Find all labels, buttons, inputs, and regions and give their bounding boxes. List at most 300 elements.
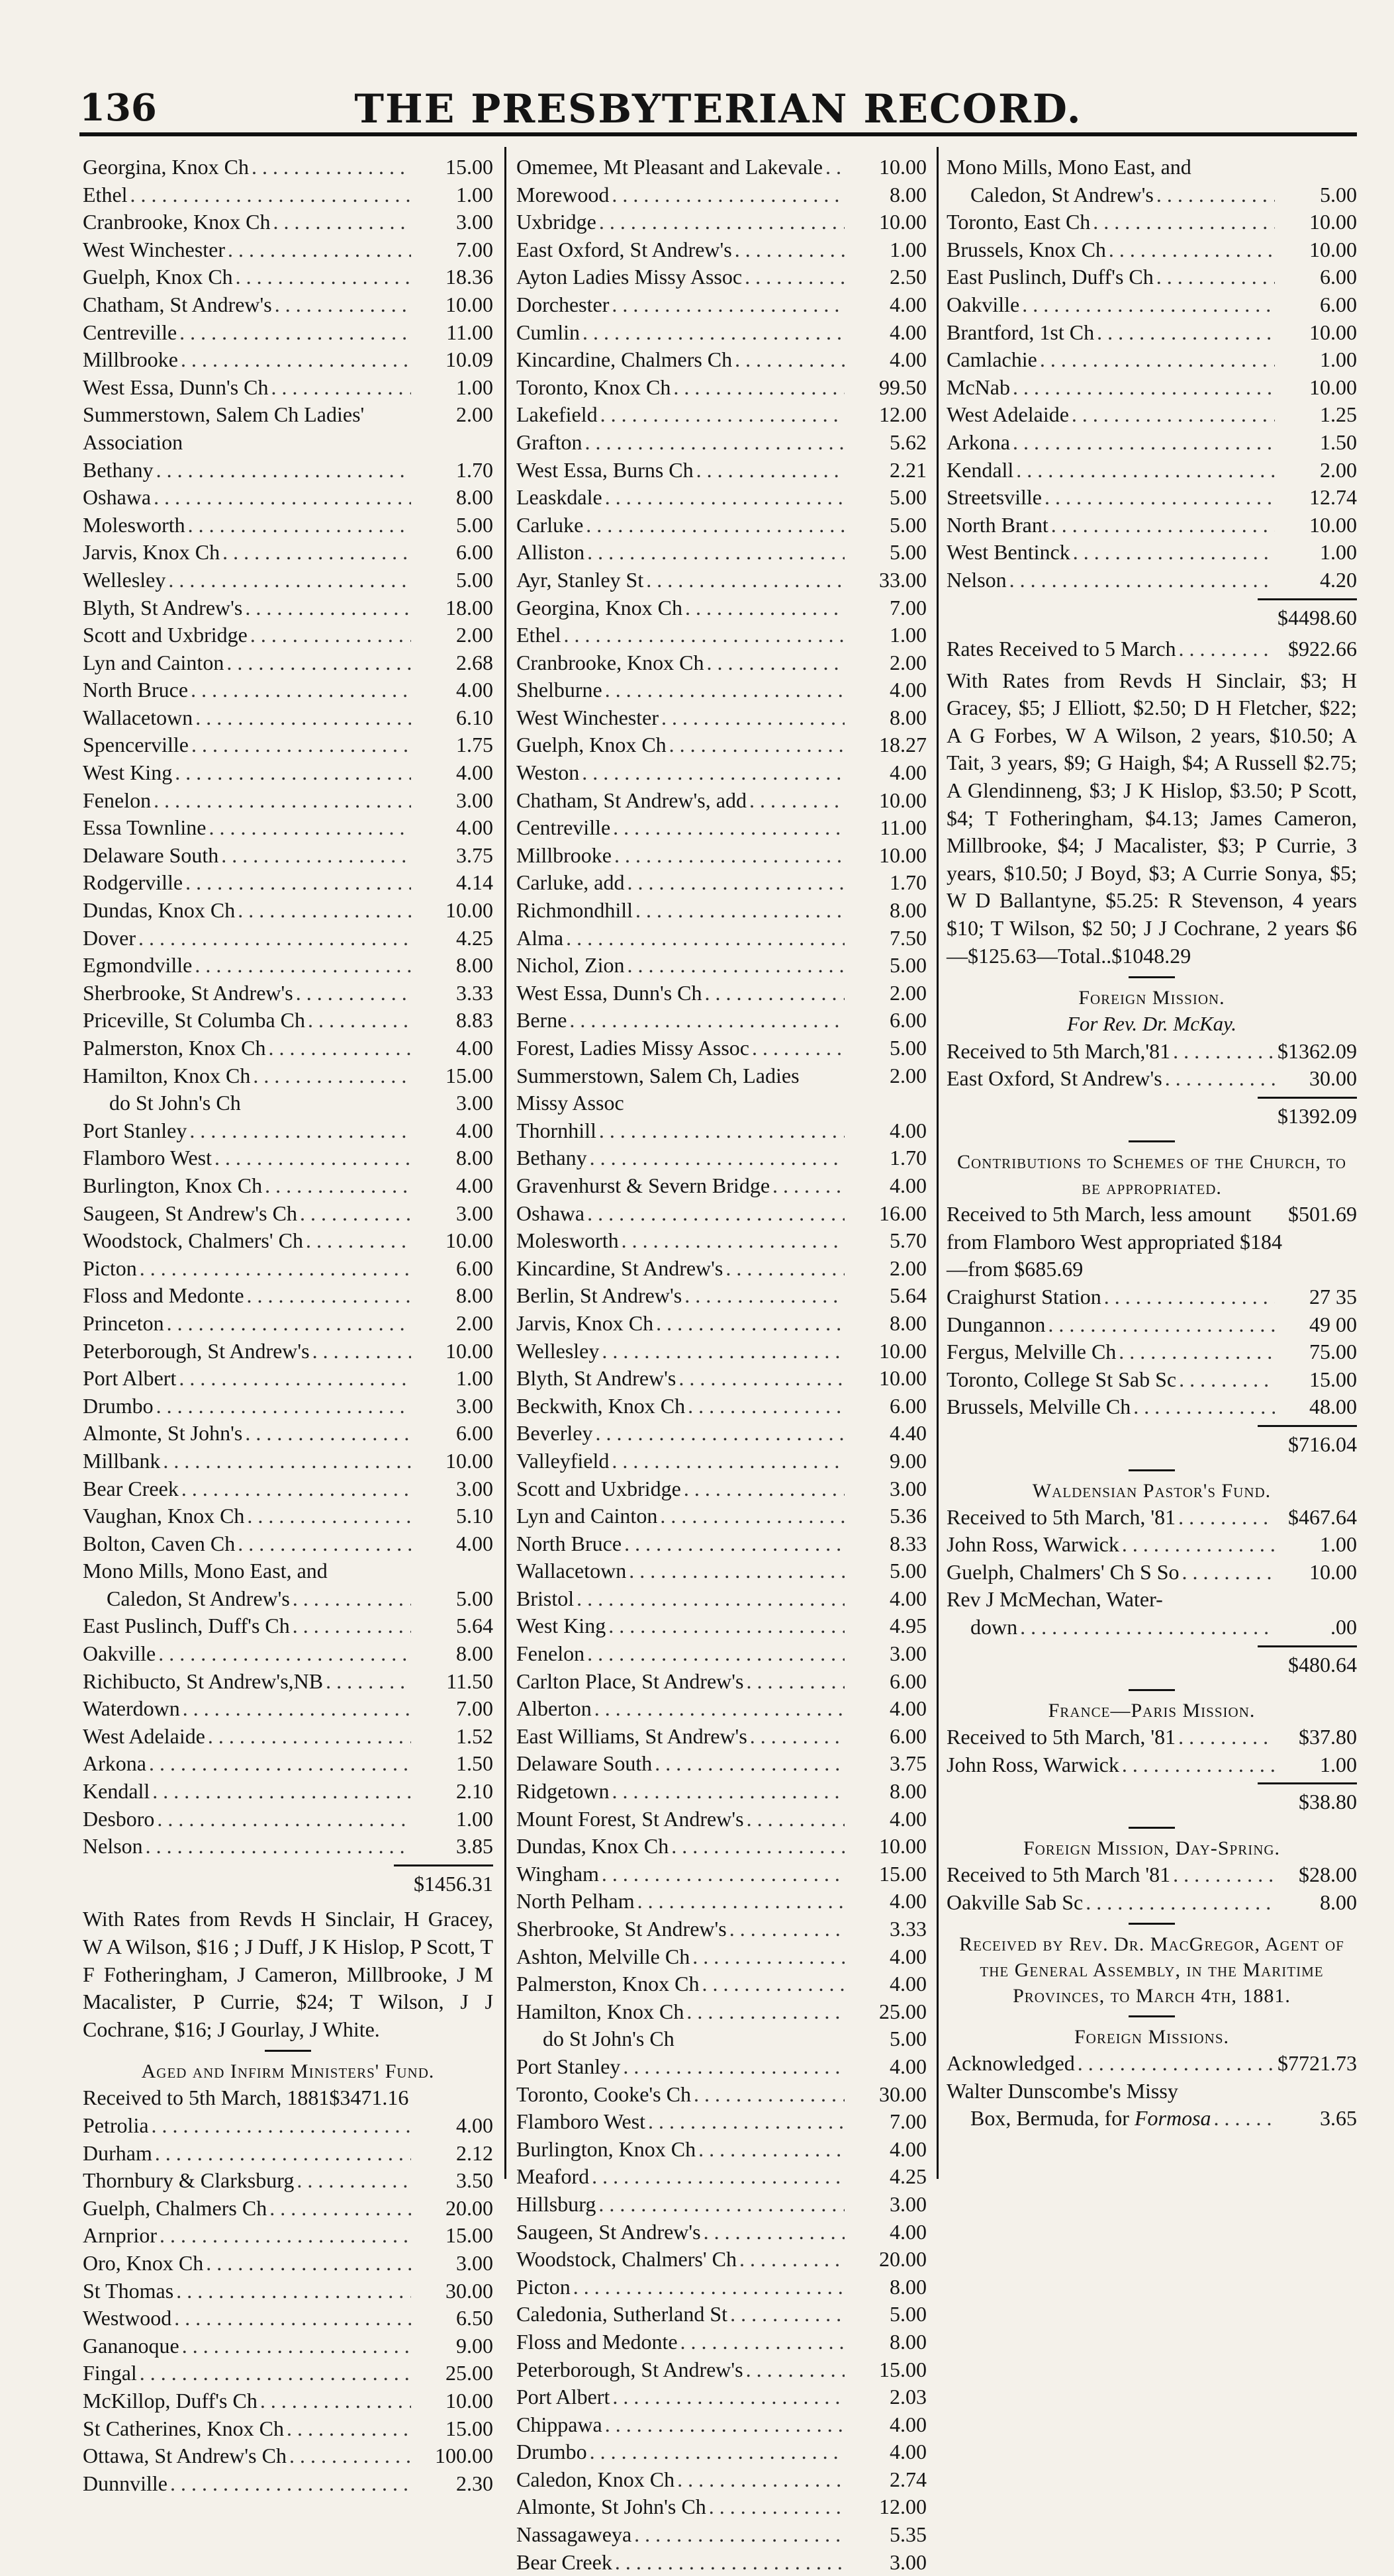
- entry-name: Bolton, Caven Ch: [83, 1531, 236, 1555]
- entry-name: North Bruce: [83, 678, 189, 702]
- entry-name: Toronto, College St Sab Sc: [947, 1367, 1177, 1391]
- entry-name: Bear Creek: [516, 2550, 612, 2574]
- entry-amount: 20.00: [879, 2247, 927, 2272]
- entry-name: Delaware South: [83, 843, 219, 867]
- entry-name: Mono Mills, Mono East, and: [83, 1559, 328, 1583]
- entry-amount: 2.30: [456, 2471, 493, 2495]
- entry-name: Oshawa: [516, 1201, 585, 1225]
- list-item: [83, 2250, 493, 2277]
- entry-amount: 3.33: [890, 1917, 927, 1941]
- list-item: [516, 2411, 927, 2439]
- entry-name: Acknowledged: [947, 2051, 1075, 2076]
- list-item: [83, 291, 493, 319]
- section-heading: Waldensian Pastor's Fund.: [1032, 1479, 1272, 1502]
- entry-amount: 1.00: [890, 237, 927, 261]
- list-item: [947, 567, 1357, 594]
- entry-name: Mono Mills, Mono East, and: [947, 155, 1191, 179]
- list-item: [83, 374, 493, 402]
- list-item: [947, 1338, 1357, 1366]
- entry-amount: 2.12: [456, 2140, 493, 2165]
- entry-name: Summerstown, Salem Ch Ladies' Association: [83, 402, 365, 454]
- entry-amount: 5.00: [890, 540, 927, 565]
- entry-name: Palmerston, Knox Ch: [83, 1036, 266, 1060]
- entry-amount: 5.00: [890, 953, 927, 978]
- entry-name: Thornbury & Clarksburg: [83, 2168, 295, 2193]
- entry-amount: 1.00: [456, 182, 493, 207]
- entry-amount: 4.00: [890, 347, 927, 372]
- list-item: [516, 676, 927, 704]
- entry-name: Dungannon: [947, 1312, 1046, 1336]
- list-item: [516, 1915, 927, 1943]
- entry-name: Caledon, Knox Ch: [516, 2467, 675, 2491]
- entry-name: Alma: [516, 925, 564, 950]
- entry-name: Kincardine, St Andrew's: [516, 1256, 723, 1280]
- entry-amount: 20.00: [445, 2195, 493, 2220]
- entry-amount: 18.27: [879, 733, 927, 757]
- list-item: [83, 1338, 493, 1365]
- entry-name: Valleyfield: [516, 1448, 610, 1473]
- entry-amount: 5.00: [1320, 182, 1357, 207]
- entry-name: Camlachie: [947, 347, 1037, 372]
- list-item: [947, 401, 1357, 429]
- entry-amount: 8.00: [456, 1641, 493, 1666]
- entry-name: Port Stanley: [516, 2054, 621, 2078]
- list-item: [83, 236, 493, 264]
- list-item: [516, 1723, 927, 1751]
- entry-name-continued: down: [970, 1615, 1018, 1639]
- entry-name: Lyn and Cainton: [83, 650, 224, 674]
- entry-amount: 15.00: [879, 1861, 927, 1886]
- entry-name: Cranbrooke, Knox Ch: [516, 650, 704, 674]
- entry-amount: 4.00: [890, 2054, 927, 2078]
- entry-amount: 8.33: [890, 1531, 927, 1555]
- list-item: [83, 1806, 493, 1833]
- list-item: [83, 1200, 493, 1228]
- entry-amount: 3.00: [456, 1201, 493, 1225]
- list-item: [516, 1970, 927, 1998]
- list-item: [516, 1117, 927, 1145]
- entry-name: Kincardine, Chalmers Ch: [516, 347, 733, 372]
- list-item: [83, 1475, 493, 1503]
- column-divider: [937, 147, 939, 2179]
- entry-amount: 4.95: [890, 1614, 927, 1638]
- entry-amount: 2.00: [456, 1311, 493, 1335]
- entry-amount: $1362.09: [1278, 1038, 1357, 1063]
- entry-amount: 1.00: [890, 623, 927, 647]
- entry-name: Toronto, Cooke's Ch: [516, 2082, 691, 2106]
- list-item: [516, 1833, 927, 1861]
- entry-name: Chatham, St Andrew's, add: [516, 788, 747, 812]
- list-item: [947, 539, 1357, 567]
- entry-amount: 4.00: [456, 815, 493, 840]
- section-separator: [265, 2050, 311, 2052]
- entry-amount: 4.00: [890, 1696, 927, 1721]
- entry-name: Delaware South: [516, 1751, 653, 1776]
- entry-name: Spencerville: [83, 733, 189, 757]
- list-item: [83, 1393, 493, 1420]
- entry-amount: 1.00: [456, 1366, 493, 1391]
- entry-name: Bethany: [83, 457, 154, 482]
- entry-amount: 5.00: [890, 2302, 927, 2326]
- list-item: [516, 1668, 927, 1696]
- contribution-list: [83, 154, 493, 1089]
- entry-name: Received to 5th March, 1881: [83, 2086, 330, 2110]
- entry-name: John Ross, Warwick: [947, 1532, 1119, 1557]
- section-heading: Received by Rev. Dr. MacGregor, Agent of the General Assembly, in the Maritime Provinces, to March 4th, 1881.: [959, 1933, 1344, 2007]
- list-item: [516, 1750, 927, 1778]
- entry-amount: 6.00: [1320, 292, 1357, 316]
- entry-name: Princeton: [83, 1311, 164, 1335]
- list-item: [83, 154, 493, 181]
- entry-amount: 5.00: [456, 512, 493, 537]
- entry-name: Berne: [516, 1008, 567, 1033]
- list-item: [83, 2140, 493, 2168]
- list-item: [83, 952, 493, 980]
- entry-name: Picton: [516, 2274, 571, 2299]
- list-item: [947, 429, 1357, 457]
- list-item: [516, 346, 927, 374]
- column-3: [947, 154, 1357, 2133]
- list-item: [83, 1723, 493, 1751]
- entry-amount: 10.00: [445, 1228, 493, 1253]
- list-item: [516, 2383, 927, 2411]
- section-heading: Aged and Infirm Ministers' Fund.: [141, 2060, 435, 2083]
- entry-name: Fenelon: [516, 1641, 585, 1666]
- ditto-entry: [516, 2025, 927, 2053]
- entry-name-continued: Caledon, St Andrew's: [107, 1586, 290, 1610]
- entry-name: Oro, Knox Ch: [83, 2250, 204, 2275]
- entry-name: North Brant: [947, 512, 1048, 537]
- page-number: 136: [79, 86, 157, 130]
- entry-amount: 25.00: [445, 2361, 493, 2385]
- list-item: [947, 457, 1357, 484]
- entry-amount: 6.00: [890, 1008, 927, 1033]
- list-item: [947, 291, 1357, 319]
- entry-amount: 4.14: [456, 870, 493, 895]
- entry-name: Morewood: [516, 182, 610, 207]
- entry-name: Drumbo: [516, 2440, 587, 2464]
- list-item: [83, 676, 493, 704]
- list-item: [516, 1310, 927, 1338]
- entry-amount: 1.00: [1320, 1752, 1357, 1776]
- entry-name: East Oxford, St Andrew's: [516, 237, 732, 261]
- entry-amount: 10.00: [445, 1338, 493, 1363]
- entry-name: Oakville: [83, 1641, 156, 1666]
- entry-amount: 1.00: [1320, 540, 1357, 565]
- list-item: [83, 2332, 493, 2360]
- entry-amount: 10.00: [1309, 210, 1357, 234]
- destination-name: Formosa: [1134, 2106, 1211, 2131]
- entry-name: Kendall: [947, 457, 1014, 482]
- list-item: [947, 1366, 1357, 1394]
- section-separator: [1129, 1827, 1175, 1829]
- list-item: [516, 1144, 927, 1172]
- list-item: [83, 2360, 493, 2387]
- entry-name: Jarvis, Knox Ch: [516, 1311, 654, 1335]
- list-item: [516, 236, 927, 264]
- list-item: [516, 2274, 927, 2301]
- entry-amount: 4.00: [456, 1173, 493, 1197]
- entry-name: Dunnville: [83, 2471, 167, 2495]
- list-item: [83, 2442, 493, 2470]
- entry-amount: 8.00: [890, 2329, 927, 2354]
- entry-amount: 8.00: [456, 953, 493, 978]
- entry-name: West Bentinck: [947, 540, 1070, 565]
- entry-amount: 7.50: [890, 925, 927, 950]
- entry-amount: 49 00: [1309, 1312, 1357, 1336]
- entry-amount: 27 35: [1309, 1285, 1357, 1309]
- contribution-list: [947, 1861, 1357, 1916]
- entry-amount: $28.00: [1299, 1862, 1357, 1886]
- entry-name: Molesworth: [83, 512, 185, 537]
- entry-amount: 8.00: [456, 485, 493, 510]
- list-item: [947, 1504, 1357, 1532]
- list-item: [83, 208, 493, 236]
- entry-amount: 5.00: [456, 567, 493, 592]
- list-item: [516, 814, 927, 842]
- list-item: [516, 429, 927, 457]
- entry-amount: 3.00: [456, 1393, 493, 1418]
- entry-amount: 3.00: [456, 2250, 493, 2275]
- list-item: [947, 236, 1357, 264]
- list-item: [947, 1889, 1357, 1917]
- entry-amount: 15.00: [879, 2357, 927, 2381]
- entry-name: Egmondville: [83, 953, 193, 978]
- received-entry: [83, 2084, 493, 2112]
- entry-name: Richmondhill: [516, 898, 633, 923]
- list-item: [83, 1420, 493, 1448]
- entry-name: Oshawa: [83, 485, 152, 510]
- list-item: [83, 1750, 493, 1778]
- list-item: [947, 1559, 1357, 1587]
- entry-name: West Adelaide: [947, 402, 1069, 427]
- list-item: [516, 567, 927, 594]
- entry-name: West Essa, Dunn's Ch: [83, 375, 269, 399]
- section-separator: [1129, 1923, 1175, 1925]
- entry-name: Peterborough, St Andrew's: [516, 2357, 743, 2381]
- entry-name: Woodstock, Chalmers' Ch: [83, 1228, 303, 1253]
- entry-amount: 99.50: [879, 375, 927, 399]
- list-item: [516, 1612, 927, 1640]
- list-item: [516, 787, 927, 815]
- entry-name: West King: [516, 1614, 606, 1638]
- entry-amount: 10.00: [1309, 320, 1357, 344]
- entry-name: Petrolia: [83, 2113, 149, 2137]
- entry-name: Received to 5th March,'81: [947, 1038, 1171, 1063]
- list-item: [516, 539, 927, 567]
- entry-amount: 18.00: [445, 595, 493, 620]
- entry-name: Chippawa: [516, 2412, 602, 2436]
- list-item: [516, 1282, 927, 1310]
- list-item: [947, 208, 1357, 236]
- entry-amount: 12.00: [879, 402, 927, 427]
- entry-name: St Thomas: [83, 2278, 174, 2303]
- entry-name: Chatham, St Andrew's: [83, 292, 272, 316]
- entry-amount: 4.00: [890, 2219, 927, 2244]
- entry-name: Priceville, St Columba Ch: [83, 1008, 305, 1033]
- list-item: [516, 1778, 927, 1806]
- contribution-list: [947, 1724, 1357, 1778]
- entry-name: Ridgetown: [516, 1779, 610, 1804]
- entry-name: Toronto, Knox Ch: [516, 375, 671, 399]
- entry-name: Rodgerville: [83, 870, 183, 895]
- entry-amount: 4.00: [890, 1586, 927, 1610]
- list-item: [516, 925, 927, 952]
- entry-amount: 3.75: [456, 843, 493, 867]
- entry-name: Scott and Uxbridge: [516, 1476, 681, 1500]
- list-item: [516, 1007, 927, 1035]
- entry-amount: 5.36: [890, 1504, 927, 1528]
- entry-amount: $37.80: [1299, 1725, 1357, 1749]
- entry-amount: 10.00: [445, 2388, 493, 2413]
- list-item: [516, 1062, 927, 1117]
- entry-amount: 3.85: [456, 1834, 493, 1859]
- list-item: [83, 1144, 493, 1172]
- entry-amount: 1.00: [456, 1806, 493, 1831]
- entry-amount: 4.25: [890, 2164, 927, 2189]
- entry-name: Beverley: [516, 1421, 593, 1446]
- entry-name: Omemee, Mt Pleasant and Lakevale: [516, 155, 823, 179]
- entry-amount: 4.00: [890, 760, 927, 785]
- entry-name: Burlington, Knox Ch: [516, 2137, 696, 2161]
- entry-amount: 2.00: [456, 402, 493, 427]
- list-item: [947, 1531, 1357, 1559]
- entry-name: Streetsville: [947, 485, 1042, 510]
- list-item: [83, 2112, 493, 2140]
- list-item: [83, 1007, 493, 1035]
- contribution-list: [947, 1283, 1357, 1421]
- entry-name: Gravenhurst & Severn Bridge: [516, 1173, 770, 1197]
- entry-amount: 4.00: [456, 1036, 493, 1060]
- list-item: [83, 1172, 493, 1200]
- list-item: [83, 539, 493, 567]
- entry-name: East Puslinch, Duff's Ch: [947, 265, 1154, 289]
- entry-name: Rates Received to 5 March: [947, 637, 1176, 661]
- list-item: [516, 2493, 927, 2521]
- ditto-entry: [83, 1089, 493, 1117]
- dunscombe-entry: [947, 2078, 1357, 2133]
- list-item: [516, 1035, 927, 1062]
- entry-name: Oakville: [947, 292, 1020, 316]
- section-total: $38.80: [1258, 1782, 1357, 1816]
- entry-name: Hamilton, Knox Ch: [516, 1999, 684, 2023]
- entry-name: Received to 5th March, '81: [947, 1504, 1176, 1529]
- entry-amount: 4.20: [1320, 567, 1357, 592]
- list-item: [516, 2136, 927, 2164]
- entry-amount: 5.64: [456, 1614, 493, 1638]
- entry-amount: 33.00: [879, 567, 927, 592]
- entry-amount: 4.00: [890, 1889, 927, 1913]
- list-item: [83, 925, 493, 952]
- journal-title: THE PRESBYTERIAN RECORD.: [354, 86, 1082, 132]
- section-heading: Contributions to Schemes of the Church, to be appropriated.: [957, 1151, 1346, 1199]
- list-item: [516, 1393, 927, 1420]
- entry-amount: 8.00: [890, 898, 927, 923]
- entry-name: Brussels, Melville Ch: [947, 1395, 1131, 1419]
- list-item: [83, 594, 493, 622]
- list-item: [947, 374, 1357, 402]
- entry-name: Thornhill: [516, 1118, 596, 1142]
- list-item: [83, 567, 493, 594]
- entry-name: Essa Townline: [83, 815, 207, 840]
- entry-name: Received to 5th March, '81: [947, 1725, 1176, 1749]
- entry-name: Lyn and Cainton: [516, 1504, 658, 1528]
- list-item: [516, 1640, 927, 1668]
- section-heading: Foreign Missions.: [1074, 2026, 1230, 2048]
- entry-name: Brussels, Knox Ch: [947, 237, 1106, 261]
- entry-amount: 4.00: [456, 2113, 493, 2137]
- entry-amount: 8.00: [1320, 1890, 1357, 1914]
- entry-amount: 5.00: [890, 485, 927, 510]
- entry-name: Port Stanley: [83, 1118, 187, 1142]
- entry-name: Wingham: [516, 1861, 599, 1886]
- entry-amount: 1.25: [1320, 402, 1357, 427]
- entry-name: Alberton: [516, 1696, 592, 1721]
- acknowledged-entry: [947, 2050, 1357, 2078]
- entry-amount: 10.00: [445, 292, 493, 316]
- entry-name: Craighurst Station: [947, 1285, 1101, 1309]
- entry-name: Dorchester: [516, 292, 610, 316]
- entry-name: Ayr, Stanley St: [516, 567, 644, 592]
- entry-name: Carluke, add: [516, 870, 625, 895]
- entry-amount: 3.75: [890, 1751, 927, 1776]
- entry-amount: 10.00: [879, 788, 927, 812]
- entry-name: Fenelon: [83, 788, 152, 812]
- entry-amount: 2.03: [890, 2385, 927, 2409]
- list-item: [83, 2167, 493, 2195]
- list-item: [516, 512, 927, 539]
- entry-name: Saugeen, St Andrew's Ch: [83, 1201, 297, 1225]
- list-item: [516, 1861, 927, 1888]
- entry-name: Bristol: [516, 1586, 575, 1610]
- list-item: [83, 1117, 493, 1145]
- entry-name: Drumbo: [83, 1393, 154, 1418]
- entry-amount: 4.00: [890, 1806, 927, 1831]
- list-item: [516, 1998, 927, 2026]
- entry-amount: 1.70: [456, 457, 493, 482]
- entry-name: Westwood: [83, 2306, 172, 2330]
- list-item: [83, 621, 493, 649]
- entry-name: Molesworth: [516, 1228, 619, 1253]
- entry-name-continued: Caledon, St Andrew's: [970, 182, 1154, 207]
- entry-amount: 5.00: [890, 1036, 927, 1060]
- entry-amount: 8.00: [456, 1283, 493, 1308]
- entry-name: Millbank: [83, 1448, 161, 1473]
- entry-amount: 6.00: [1320, 265, 1357, 289]
- entry-amount: 3.00: [890, 1476, 927, 1500]
- list-item: [516, 1943, 927, 1971]
- entry-amount: 4.00: [456, 760, 493, 785]
- section-total: $1392.09: [1258, 1097, 1357, 1130]
- entry-name: Guelph, Knox Ch: [83, 265, 233, 289]
- entry-name: Ottawa, St Andrew's Ch: [83, 2444, 287, 2468]
- entry-name: Burlington, Knox Ch: [83, 1173, 263, 1197]
- entry-amount: 75.00: [1309, 1340, 1357, 1364]
- entry-name: Georgina, Knox Ch: [516, 595, 682, 620]
- list-item: [947, 512, 1357, 539]
- entry-name: Grafton: [516, 430, 582, 454]
- entry-amount: 16.00: [879, 1201, 927, 1225]
- entry-name: Carluke: [516, 512, 584, 537]
- section-separator: [1129, 1469, 1175, 1471]
- list-item: [516, 2163, 927, 2191]
- entry-amount: 3.00: [456, 1476, 493, 1500]
- list-item: [516, 1200, 927, 1228]
- entry-name: Port Albert: [516, 2385, 610, 2409]
- list-item: [947, 1038, 1357, 1066]
- list-item: [83, 1640, 493, 1668]
- entry-amount: 5.64: [890, 1283, 927, 1308]
